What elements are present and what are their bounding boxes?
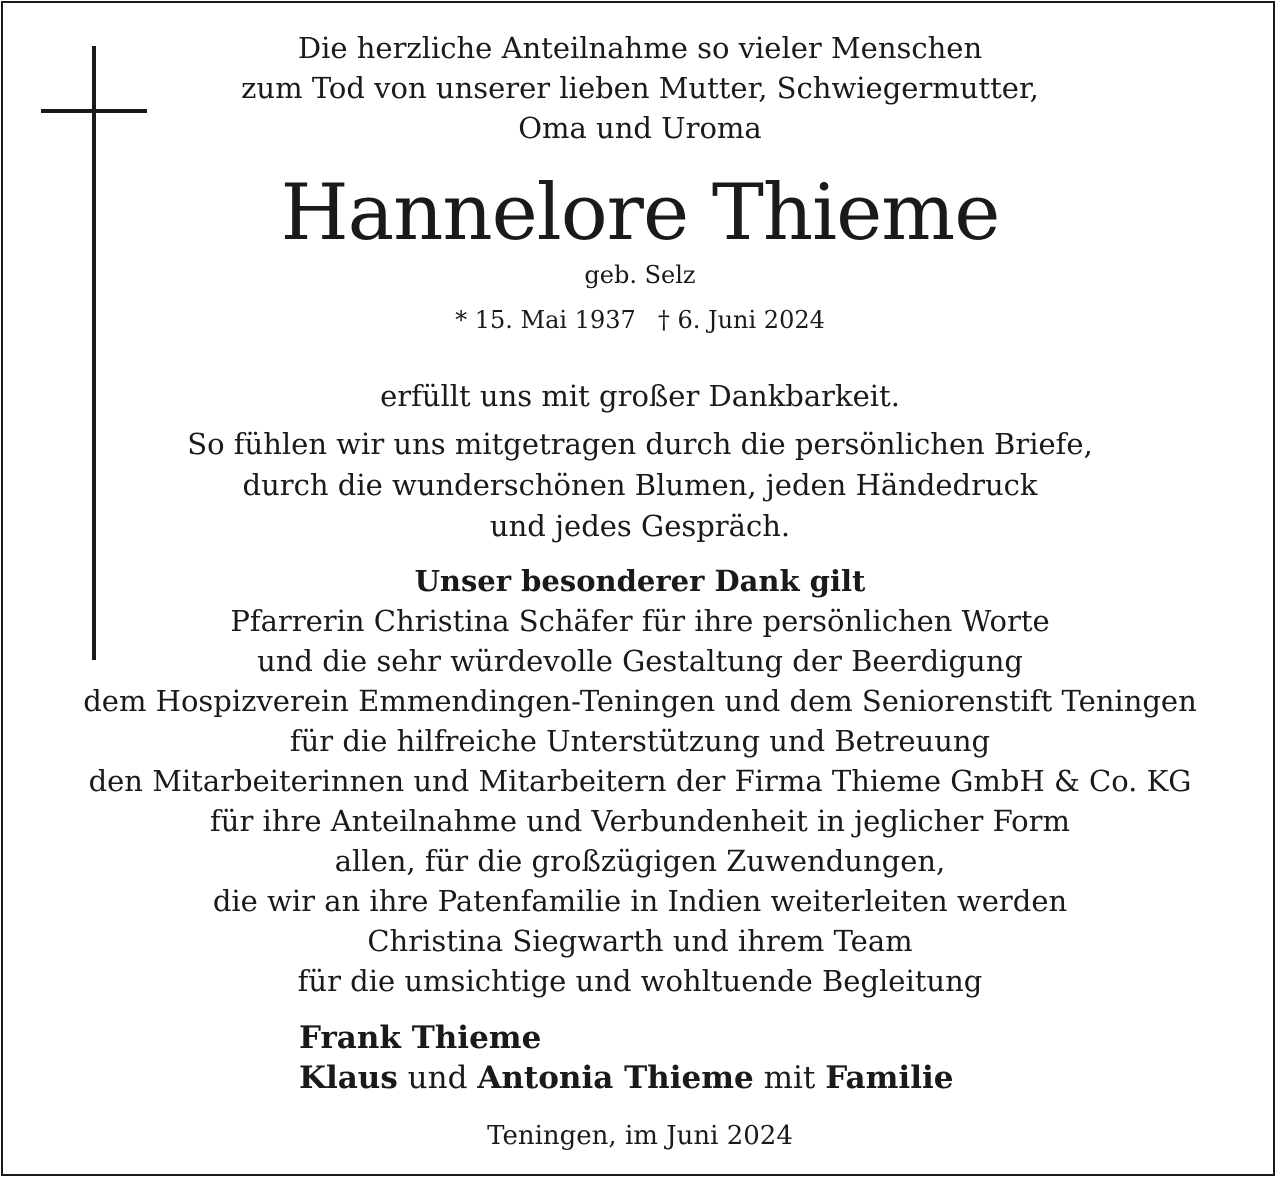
intro-line-1: Die herzliche Anteilnahme so vieler Menschen (297, 31, 983, 65)
death-date: † 6. Juni 2024 (657, 306, 825, 334)
thanks-line-9: Christina Siegwarth und ihrem Team (367, 924, 913, 958)
thanks-heading: Unser besonderer Dank gilt (414, 564, 866, 598)
thanks-line-2: und die sehr würdevolle Gestaltung der Beerdigung (257, 644, 1023, 678)
signature-line-2 (299, 1059, 954, 1097)
signature-antonia: Antonia Thieme (477, 1060, 754, 1096)
thanks-line-1: Pfarrerin Christina Schäfer für ihre persönlichen Worte (230, 604, 1050, 638)
signature-klaus: Klaus (299, 1060, 398, 1096)
intro-line-3: Oma und Uroma (518, 111, 762, 145)
thanks-line-6: für ihre Anteilnahme und Verbundenheit in jeglicher Form (210, 804, 1070, 838)
deceased-name: Hannelore Thieme (280, 168, 1000, 258)
place-date: Teningen, im Juni 2024 (487, 1121, 793, 1151)
support-line-1: So fühlen wir uns mitgetragen durch die persönlichen Briefe, (187, 427, 1093, 461)
gratitude-line: erfüllt uns mit großer Dankbarkeit. (380, 379, 900, 413)
support-line-3: und jedes Gespräch. (489, 509, 791, 543)
support-line-2: durch die wunderschönen Blumen, jeden Händedruck (242, 468, 1038, 502)
signature-frank: Frank Thieme (299, 1020, 542, 1056)
thanks-line-10: für die umsichtige und wohltuende Begleitung (297, 964, 983, 998)
life-dates (0, 305, 1280, 335)
birth-date: * 15. Mai 1937 (455, 306, 636, 334)
thanks-line-5: den Mitarbeiterinnen und Mitarbeitern der Firma Thieme GmbH & Co. KG (88, 764, 1192, 798)
thanks-line-4: für die hilfreiche Unterstützung und Betreuung (289, 724, 991, 758)
signature-line-1 (299, 1019, 541, 1057)
signature-with: mit (763, 1060, 816, 1096)
signature-and: und (407, 1060, 468, 1096)
intro-line-2: zum Tod von unserer lieben Mutter, Schwiegermutter, (241, 71, 1039, 105)
thanks-line-3: dem Hospizverein Emmendingen-Teningen und dem Seniorenstift Teningen (83, 684, 1197, 718)
signature-family: Familie (825, 1060, 954, 1096)
thanks-line-7: allen, für die großzügigen Zuwendungen, (334, 844, 946, 878)
maiden-name: geb. Selz (584, 261, 696, 289)
thanks-line-8: die wir an ihre Patenfamilie in Indien weiterleiten werden (212, 884, 1068, 918)
